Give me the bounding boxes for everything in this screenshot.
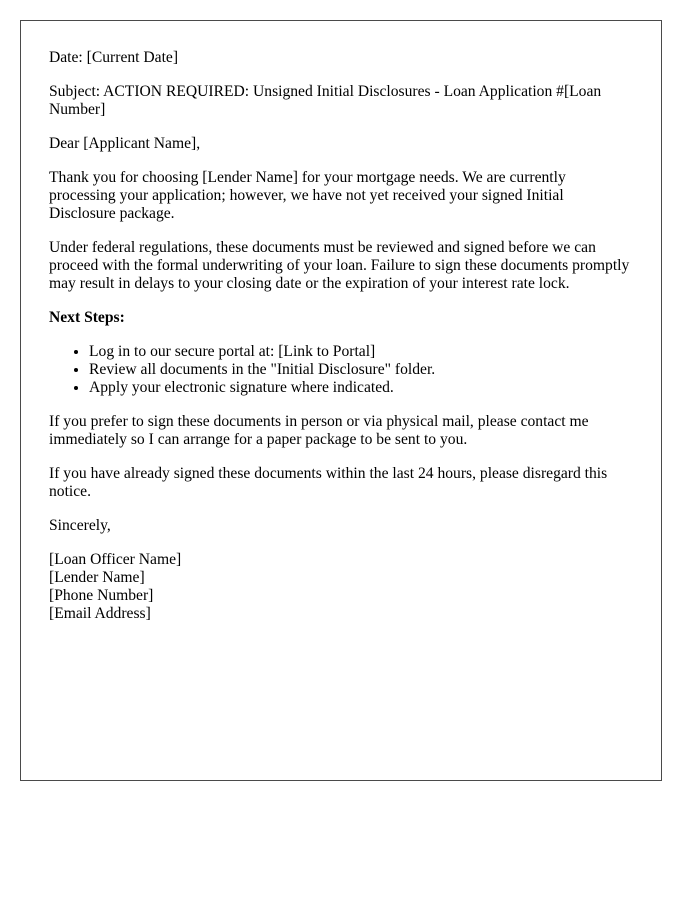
body-paragraph-2: Under federal regulations, these documents must be reviewed and signed before we can proceed with the formal underwriting of your loan. Failure to sign these documents promptly may result in delays to your closing date or the expiration of your interest rate lock. — [49, 239, 630, 292]
list-item: • Review all documents in the "Initial Disclosure" folder. — [89, 361, 633, 379]
letter-document — [20, 20, 662, 781]
list-item: • Apply your electronic signature where indicated. — [89, 379, 633, 397]
list-item: • Log in to our secure portal at: [Link to Portal] — [89, 343, 633, 361]
date-line: Date: [Current Date] — [49, 49, 179, 66]
subject-line: Subject: ACTION REQUIRED: Unsigned Initial Disclosures - Loan Application #[Loan Number] — [49, 83, 602, 118]
next-steps-list — [49, 343, 633, 397]
body-paragraph-4: If you have already signed these documents within the last 24 hours, please disregard this notice. — [49, 465, 608, 500]
signature-block — [49, 551, 633, 623]
closing: Sincerely, — [49, 517, 111, 534]
body-paragraph-3: If you prefer to sign these documents in person or via physical mail, please contact me immediately so I can arrange for a paper package to be sent to you. — [49, 413, 589, 448]
signature-phone: [Phone Number] — [49, 587, 154, 604]
body-paragraph-1: Thank you for choosing [Lender Name] for your mortgage needs. We are currently processing your application; however, we have not yet received your signed Initial Disclosure package. — [49, 169, 566, 222]
signature-email: [Email Address] — [49, 605, 151, 622]
signature-officer-name: [Loan Officer Name] — [49, 551, 182, 568]
salutation: Dear [Applicant Name], — [49, 135, 201, 152]
signature-lender-name: [Lender Name] — [49, 569, 145, 586]
next-steps-heading: Next Steps: — [49, 309, 125, 326]
